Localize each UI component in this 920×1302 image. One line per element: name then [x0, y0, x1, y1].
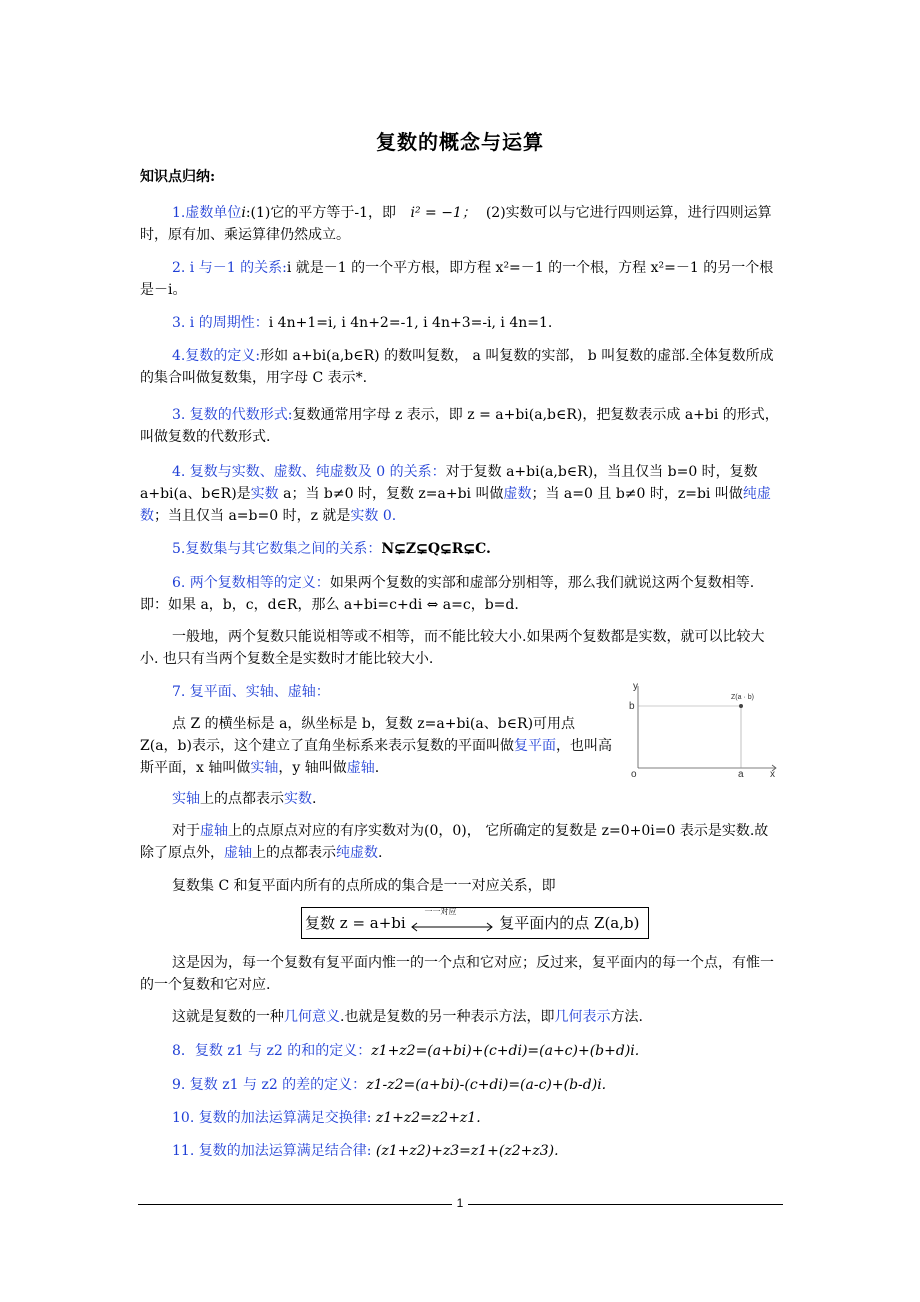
term-real-axis-2: 实轴	[172, 791, 200, 807]
item-8	[140, 1040, 782, 1062]
real-axis-end: .	[312, 791, 317, 807]
term-geometric-meaning: 几何意义	[284, 1009, 340, 1025]
item-1	[140, 202, 782, 246]
graph-point-label: Z(a · b)	[731, 694, 754, 701]
imag-axis-text-a: 对于	[172, 823, 200, 839]
item-10	[140, 1107, 782, 1129]
term-imaginary-number: 虚数	[503, 486, 532, 502]
item-5-label: 5.复数集与其它数集之间的关系：	[172, 541, 382, 557]
item-2	[140, 257, 782, 301]
graph-origin-label: o	[631, 769, 637, 780]
graph-x-label: x	[770, 769, 775, 780]
item-9-text: z1-z2=(a+bi)-(c+di)=(a-c)+(b-d)i.	[366, 1077, 607, 1093]
item-1-text-a: :(1)它的平方等于-1，即	[245, 205, 397, 221]
complex-plane-diagram	[626, 680, 786, 780]
imag-axis-text-d: .	[378, 845, 383, 861]
item-7-text-b: ，也叫高斯平面，x 轴叫做	[140, 738, 612, 776]
paragraph-bijection: 复数集 C 和复平面内所有的点所成的集合是一一对应关系，即	[172, 878, 556, 894]
item-9-label: 9. 复数 z1 与 z2 的差的定义：	[172, 1077, 367, 1093]
relations-label: 4. 复数与实数、虚数、纯虚数及 0 的关系：	[172, 464, 446, 480]
formula-right: 复平面内的点 Z(a,b)	[499, 914, 640, 932]
term-real-number: 实数	[250, 486, 279, 502]
item-1-equation: i² = −1；	[410, 205, 476, 221]
item-3-text: i 4n+1=i, i 4n+2=-1, i 4n+3=-i, i 4n=1.	[268, 315, 553, 331]
item-4-label: 4.复数的定义:	[172, 348, 261, 364]
relations-text-c: ；当 a=0 且 b≠0 时，z=bi 叫做	[531, 486, 743, 502]
term-real-axis: 实轴	[250, 760, 279, 776]
page-title: 复数的概念与运算	[376, 130, 544, 154]
item-10-label: 10. 复数的加法运算满足交换律:	[172, 1110, 372, 1126]
item-7-text-c: ，y 轴叫做	[278, 760, 347, 776]
arrow-label: 一一对应	[424, 907, 457, 916]
item-7-label-text: 7. 复平面、实轴、虚轴：	[172, 684, 330, 700]
item-6	[140, 572, 782, 616]
geometric-text-c: 方法.	[610, 1009, 643, 1025]
item-relations	[140, 461, 782, 527]
relations-text-d: ；当且仅当 a=b=0 时，z 就是	[154, 508, 351, 524]
formula-left: 复数 z = a+bi	[305, 914, 406, 932]
geometric-text-b: .也就是复数的另一种表示方法，即	[340, 1009, 555, 1025]
bijection-formula-box	[301, 907, 649, 939]
graph-b-label: b	[629, 701, 635, 712]
term-imaginary-axis: 虚轴	[346, 760, 375, 776]
double-arrow-icon	[410, 922, 494, 932]
item-7-label	[140, 681, 610, 703]
algebraic-form-label: 3. 复数的代数形式:	[172, 407, 293, 423]
term-imaginary-axis-3: 虚轴	[224, 845, 252, 861]
relations-text-b: a；当 b≠0 时，复数 z=a+bi 叫做	[278, 486, 504, 502]
geometric-text-a: 这就是复数的一种	[172, 1009, 284, 1025]
term-real-number-2: 实数	[284, 791, 312, 807]
item-1-term: 虚数单位	[185, 205, 242, 221]
item-6-label: 6. 两个复数相等的定义：	[172, 575, 330, 591]
relations-text-a: 对于复数 a+bi(a,b∈R)，当且仅当 b=0 时，复数 a+bi(a、b∈R)是	[140, 464, 758, 502]
item-11	[140, 1140, 782, 1162]
page-number: 1	[452, 1196, 468, 1210]
item-11-text: (z1+z2)+z3=z1+(z2+z3).	[371, 1143, 559, 1159]
item-6-text: 如果两个复数的实部和虚部分别相等，那么我们就说这两个复数相等.即：如果 a，b，c，d∈R，那么 a+bi=c+di ⇔ a=c，b=d.	[140, 575, 755, 613]
imag-axis-text-c: 上的点都表示	[252, 845, 336, 861]
paragraph-compare: 一般地，两个复数只能说相等或不相等，而不能比较大小.如果两个复数都是实数，就可以比较大小. 也只有当两个复数全是实数时才能比较大小.	[140, 629, 765, 667]
item-algebraic-form	[140, 404, 782, 448]
term-geometric-representation: 几何表示	[554, 1009, 611, 1025]
item-1-number: 1.	[172, 205, 186, 221]
imag-axis-text-b: 上的点原点对应的有序实数对为(0，0)， 它所确定的复数是 z=0+0i=0 表示是实数.故除了原点外，	[140, 823, 769, 861]
item-1-i: i	[241, 205, 246, 221]
paragraph-real-axis	[140, 788, 782, 810]
paragraph-because: 这是因为，每一个复数有复平面内惟一的一个点和它对应；反过来，复平面内的每一个点，有惟一的一个复数和它对应.	[140, 955, 774, 993]
item-1-text-b: (2)实数可以与它进行四则运算，进行四则运算时，原有加、乘运算律仍然成立。	[140, 205, 772, 243]
item-7-text-a: 点 Z 的横坐标是 a，纵坐标是 b，复数 z=a+bi(a、b∈R)可用点 Z(a，b)表示，这个建立了直角坐标系来表示复数的平面叫做	[140, 716, 576, 754]
item-11-label: 11. 复数的加法运算满足结合律:	[172, 1143, 372, 1159]
item-4-text: 形如 a+bi(a,b∈R) 的数叫复数， a 叫复数的实部， b 叫复数的虚部.全体复数所成的集合叫做复数集，用字母 C 表示*.	[140, 348, 774, 386]
paragraph-imaginary-axis	[140, 820, 782, 864]
item-3	[140, 312, 782, 334]
paragraph-geometric	[140, 1006, 782, 1028]
item-3-label: 3. i 的周期性：	[172, 315, 269, 331]
graph-a-label: a	[738, 769, 744, 780]
item-7-text	[140, 713, 614, 779]
graph-y-label: y	[633, 681, 638, 692]
item-9	[140, 1074, 782, 1096]
item-5-text: N⊊Z⊊Q⊊R⊊C.	[381, 541, 491, 557]
item-2-text: i 就是－1 的一个平方根，即方程 x²=－1 的一个根，方程 x²=－1 的另一个根是－i。	[140, 260, 774, 298]
bijection-arrow	[410, 907, 494, 934]
item-8-label: 8．复数 z1 与 z2 的和的定义：	[172, 1043, 372, 1059]
term-pure-imaginary-2: 纯虚数	[336, 845, 378, 861]
term-complex-plane: 复平面	[513, 738, 556, 754]
item-4-definition	[140, 345, 782, 389]
item-5	[140, 538, 782, 560]
item-10-text: z1+z2=z2+z1.	[371, 1110, 481, 1126]
real-axis-text: 上的点都表示	[200, 791, 284, 807]
item-7-text-d: .	[374, 760, 380, 776]
section-heading: 知识点归纳:	[140, 169, 216, 185]
term-pure-imaginary: 纯虚数	[140, 486, 771, 524]
term-imaginary-axis-2: 虚轴	[200, 823, 228, 839]
algebraic-form-text: 复数通常用字母 z 表示，即 z = a+bi(a,b∈R)，把复数表示成 a+bi 的形式，叫做复数的代数形式.	[140, 407, 779, 445]
item-2-label: 2. i 与－1 的关系:	[172, 260, 287, 276]
term-real-zero: 实数 0.	[350, 508, 397, 524]
item-8-text: z1+z2=(a+bi)+(c+di)=(a+c)+(b+d)i.	[371, 1043, 640, 1059]
point-z	[739, 704, 743, 708]
